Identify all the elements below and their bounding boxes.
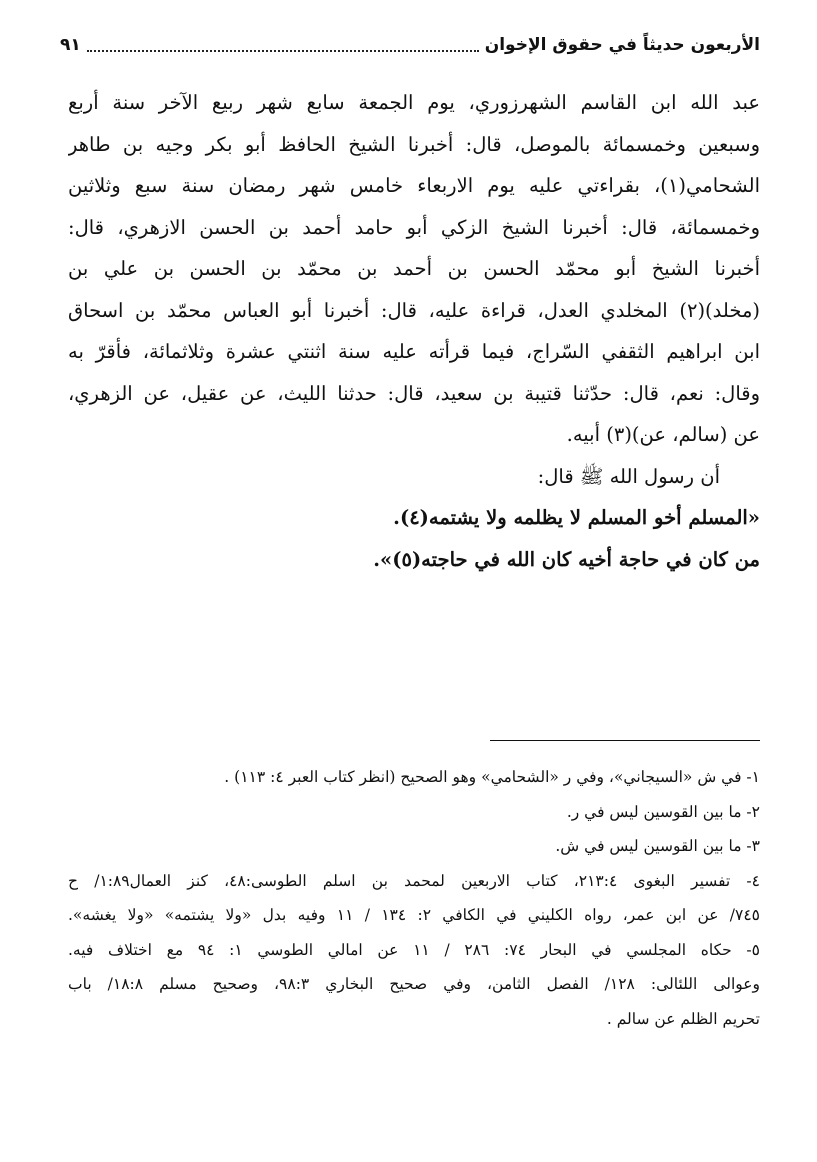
footnotes bbox=[68, 760, 760, 1036]
footnote: ٢- ما بين القوسين ليس في ر. bbox=[566, 802, 760, 821]
body-line: عن (سالم، عن)(٣) أبيه. bbox=[566, 423, 760, 446]
prophet-quote-intro: أن رسول الله ﷺ قال: bbox=[537, 464, 720, 488]
footnote: ٥- حكاه المجلسي في البحار ٧٤: ٢٨٦ / ١١ عن امالي الطوسي ١: ٩٤ مع اختلاف فيه. bbox=[68, 940, 760, 959]
body-line: (مخلد)(٢) المخلدي العدل، قراءة عليه، قال: أخبرنا أبو العباس محمّد بن اسحاق bbox=[68, 298, 760, 322]
page-number: ٩١ bbox=[60, 35, 81, 55]
body-line: وقال: نعم، قال: حدّثنا قتيبة بن سعيد، قال: حدثنا الليث، عن عقيل، عن الزهري، bbox=[68, 381, 760, 405]
footnote-separator bbox=[490, 740, 760, 741]
hadith-line: من كان في حاجة أخيه كان الله في حاجته(٥)». bbox=[373, 547, 760, 571]
body-line: وخمسمائة، قال: أخبرنا الشيخ الزكي أبو حامد أحمد بن الحسن الازهري، قال: bbox=[68, 215, 760, 239]
footnote: تحريم الظلم عن سالم . bbox=[606, 1009, 760, 1028]
main-text bbox=[68, 82, 760, 580]
footnote: ١- في ش «السيجاني»، وفي ر «الشحامي» وهو الصحيح (انظر كتاب العبر ٤: ١١٣) . bbox=[224, 768, 760, 786]
footnote: ٤- تفسير البغوى ٢١٣:٤، كتاب الاربعين لمحمد بن اسلم الطوسى:٤٨، كنز العمال١:٨٩/ ح bbox=[68, 871, 760, 890]
hadith-line: «المسلم أخو المسلم لا يظلمه ولا يشتمه(٤). bbox=[393, 506, 760, 529]
body-line: أخبرنا الشيخ أبو محمّد الحسن بن أحمد بن محمّد بن الحسن بن علي بن bbox=[68, 257, 760, 280]
footnote: وعوالى اللئالى: ١٢٨/ الفصل الثامن، وفي صحيح البخاري ٩٨:٣، وصحيح مسلم ١٨:٨/ باب bbox=[68, 975, 760, 993]
body-line: ابن ابراهيم الثقفي السّراج، فيما قرأته عليه سنة اثنتي عشرة وثلاثمائة، فأقرّ به bbox=[68, 340, 760, 363]
footnote: ٣- ما بين القوسين ليس في ش. bbox=[555, 837, 760, 855]
footnote: ٧٤٥/ عن ابن عمر، رواه الكليني في الكافي ٢: ١٣٤ / ١١ وفيه بدل «ولا يشتمه» «ولا يغشه». bbox=[68, 906, 760, 924]
running-header bbox=[60, 30, 760, 60]
running-title: الأربعون حديثاً في حقوق الإخوان bbox=[484, 35, 760, 55]
body-line: وسبعين وخمسمائة بالموصل، قال: أخبرنا الشيخ الحافظ أبو بكر وجيه بن طاهر bbox=[68, 132, 760, 156]
body-line: الشحامي(١)، بقراءتي عليه يوم الاربعاء خامس شهر رمضان سنة سبع وثلاثين bbox=[68, 174, 760, 197]
header-dot-leader bbox=[87, 38, 479, 52]
body-line: عبد الله ابن القاسم الشهرزوري، يوم الجمعة سابع شهر ربيع الآخر سنة أربع bbox=[68, 91, 760, 114]
